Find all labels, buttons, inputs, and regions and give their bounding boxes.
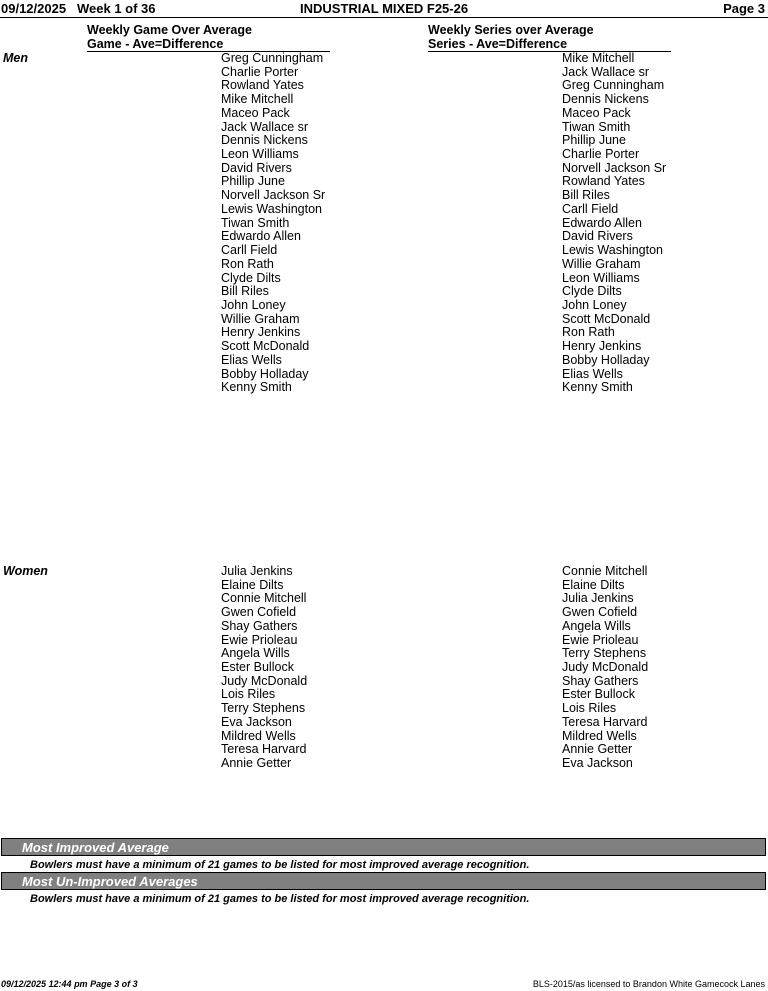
bowler-name: Eva Jackson xyxy=(221,714,292,729)
bowler-name: Gwen Cofield xyxy=(562,605,638,620)
bowler-name: John Loney xyxy=(562,297,627,312)
bowler-name: Kenny Smith xyxy=(221,380,292,395)
bowler-name: Mildred Wells xyxy=(562,728,637,743)
bowler-name: Eva Jackson xyxy=(562,756,633,771)
bowler-name: Mildred Wells xyxy=(221,728,296,743)
bowler-name: Carll Field xyxy=(221,243,278,258)
bowler-name: Ewie Prioleau xyxy=(562,632,639,647)
bowler-name: Julia Jenkins xyxy=(562,591,634,606)
bowler-name: Judy McDonald xyxy=(562,660,649,675)
bowler-name: Greg Cunningham xyxy=(562,78,665,93)
bowler-name: Maceo Pack xyxy=(221,105,290,120)
bowler-name: Phillip June xyxy=(221,174,285,189)
bowler-name: Ester Bullock xyxy=(221,660,294,675)
bowler-name: Charlie Porter xyxy=(221,64,299,79)
most-unimproved-note: Bowlers must have a minimum of 21 games to be listed for most improved average recognition. xyxy=(30,893,530,905)
bowler-name: Willie Graham xyxy=(562,256,641,271)
bowler-name: Judy McDonald xyxy=(221,673,308,688)
bowler-name: Terry Stephens xyxy=(562,646,647,661)
bowler-name: Clyde Dilts xyxy=(221,270,281,285)
bowler-name: Mike Mitchell xyxy=(221,92,294,107)
bowler-name: Norvell Jackson Sr xyxy=(221,188,326,203)
bowler-name: Tiwan Smith xyxy=(221,215,290,230)
bowler-name: Dennis Nickens xyxy=(221,133,308,148)
bowler-name: Ester Bullock xyxy=(562,687,635,702)
bowler-name: Tiwan Smith xyxy=(562,119,631,134)
bowler-name: Jack Wallace sr xyxy=(221,119,309,134)
week-indicator: Week 1 of 36 xyxy=(77,1,156,16)
bowler-name: Clyde Dilts xyxy=(562,284,622,299)
bowler-name: Terry Stephens xyxy=(221,701,306,716)
bowler-name: Scott McDonald xyxy=(562,311,651,326)
bowler-name: Dennis Nickens xyxy=(562,92,649,107)
bowler-name: Lewis Washington xyxy=(562,243,663,258)
bowler-name: Ron Rath xyxy=(221,256,274,271)
bowler-name: Edwardo Allen xyxy=(221,229,301,244)
bowler-name: Rowland Yates xyxy=(562,174,645,189)
bowler-name: Connie Mitchell xyxy=(221,591,307,606)
most-unimproved-bar xyxy=(1,872,766,890)
bowler-name: David Rivers xyxy=(221,160,292,175)
bowler-name: Henry Jenkins xyxy=(562,339,642,354)
bowler-name: Scott McDonald xyxy=(221,339,310,354)
bowler-name: Leon Williams xyxy=(221,147,299,162)
bowler-name: Leon Williams xyxy=(562,270,640,285)
bowler-name: Bill Riles xyxy=(562,188,610,203)
bowler-name: David Rivers xyxy=(562,229,633,244)
league-name: INDUSTRIAL MIXED F25-26 xyxy=(300,1,469,16)
bowler-name: John Loney xyxy=(221,297,286,312)
most-unimproved-title: Most Un-Improved Averages xyxy=(22,874,198,889)
bowler-name: Elias Wells xyxy=(221,352,282,367)
bowler-name: Julia Jenkins xyxy=(221,564,293,578)
bowler-name: Connie Mitchell xyxy=(562,564,648,578)
bowler-name: Willie Graham xyxy=(221,311,300,326)
bowler-name: Shay Gathers xyxy=(221,618,298,633)
bowler-name: Angela Wills xyxy=(221,646,290,661)
bowler-name: Rowland Yates xyxy=(221,78,304,93)
bowler-name: Elaine Dilts xyxy=(221,577,284,592)
page-number: Page 3 xyxy=(723,1,765,16)
most-improved-title: Most Improved Average xyxy=(22,840,169,855)
report-date: 09/12/2025 xyxy=(1,1,67,16)
men-section-label: Men xyxy=(3,51,28,65)
bowler-name: Bobby Holladay xyxy=(221,366,309,381)
bowler-name: Elias Wells xyxy=(562,366,623,381)
bowler-name: Edwardo Allen xyxy=(562,215,642,230)
game-heading-line1: Weekly Game Over Average xyxy=(87,23,252,37)
bowler-name: Mike Mitchell xyxy=(562,51,635,65)
bowler-name: Lewis Washington xyxy=(221,201,322,216)
bowler-name: Kenny Smith xyxy=(562,380,633,395)
bowler-name: Teresa Harvard xyxy=(221,742,307,757)
bowler-name: Lois Riles xyxy=(562,701,617,716)
bowler-name: Ron Rath xyxy=(562,325,615,340)
bowler-name: Angela Wills xyxy=(562,618,631,633)
bowler-name: Annie Getter xyxy=(221,756,292,771)
bowler-name: Bill Riles xyxy=(221,284,269,299)
bowler-name: Annie Getter xyxy=(562,742,633,757)
game-heading-line2: Game - Ave=Difference xyxy=(87,37,330,52)
bowler-name: Greg Cunningham xyxy=(221,51,324,65)
most-improved-note: Bowlers must have a minimum of 21 games to be listed for most improved average recognition. xyxy=(30,859,530,871)
bowler-name: Ewie Prioleau xyxy=(221,632,298,647)
bowler-name: Norvell Jackson Sr xyxy=(562,160,667,175)
bowler-name: Teresa Harvard xyxy=(562,714,648,729)
bowler-name: Lois Riles xyxy=(221,687,276,702)
report-header xyxy=(0,0,768,18)
series-heading-line1: Weekly Series over Average xyxy=(428,23,594,37)
women-section-label: Women xyxy=(3,564,48,578)
bowler-name: Elaine Dilts xyxy=(562,577,625,592)
game-over-average-heading xyxy=(87,23,330,52)
series-over-average-heading xyxy=(428,23,671,52)
bowler-name: Gwen Cofield xyxy=(221,605,297,620)
bowler-name: Charlie Porter xyxy=(562,147,640,162)
footer-timestamp: 09/12/2025 12:44 pm Page 3 of 3 xyxy=(1,979,138,989)
most-improved-bar xyxy=(1,838,766,856)
series-heading-line2: Series - Ave=Difference xyxy=(428,37,671,52)
bowler-name: Bobby Holladay xyxy=(562,352,650,367)
bowler-name: Carll Field xyxy=(562,201,619,216)
bowler-name: Shay Gathers xyxy=(562,673,639,688)
footer-license: BLS-2015/as licensed to Brandon White Gamecock Lanes xyxy=(532,979,765,989)
bowler-name: Maceo Pack xyxy=(562,105,631,120)
bowler-name: Henry Jenkins xyxy=(221,325,301,340)
bowler-name: Phillip June xyxy=(562,133,626,148)
bowler-name: Jack Wallace sr xyxy=(562,64,650,79)
